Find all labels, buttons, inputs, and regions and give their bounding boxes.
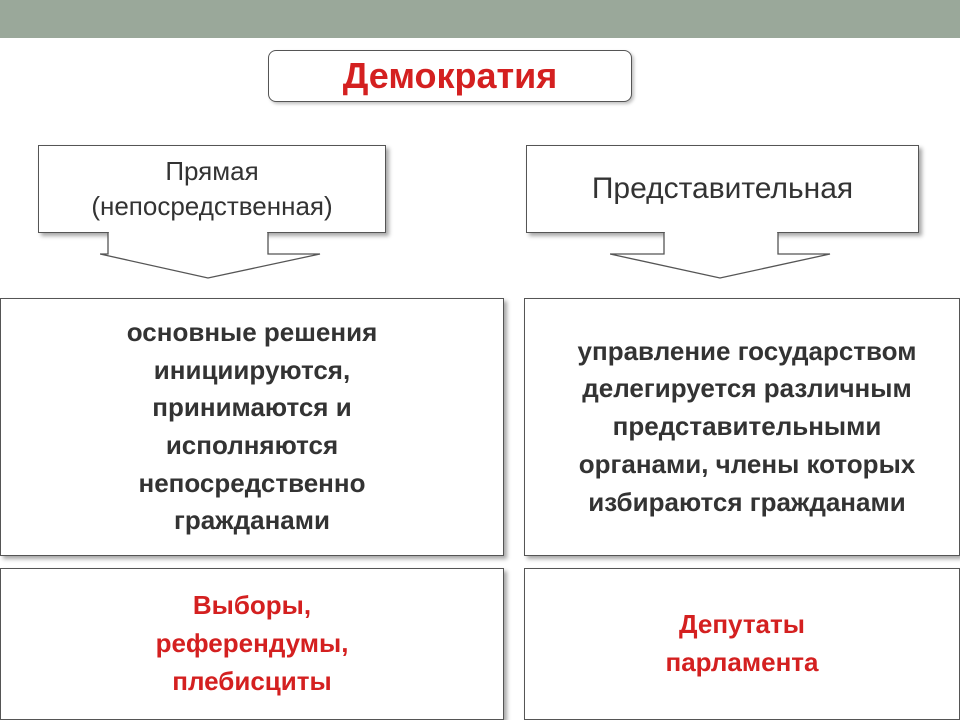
- representative-democracy-examples-box: [524, 568, 960, 720]
- representative-democracy-box: [526, 145, 919, 233]
- diagram-title: Демократия: [342, 55, 558, 96]
- direct-democracy-label: Прямая (непосредственная): [91, 155, 333, 221]
- direct-democracy-description-box: [0, 298, 504, 556]
- left-down-arrow: [100, 232, 324, 282]
- representative-democracy-label: Представительная: [591, 171, 854, 205]
- direct-democracy-examples: Выборы, референдумы, плебисциты: [155, 590, 349, 696]
- direct-democracy-description: основные решения инициируются, принимаются и исполняются непосредственно гражданами: [126, 316, 378, 536]
- direct-democracy-box: [38, 145, 386, 233]
- top-bar: [0, 0, 960, 38]
- direct-democracy-examples-box: [0, 568, 504, 720]
- representative-democracy-examples: Депутаты парламента: [665, 609, 819, 677]
- diagram-title-box: [268, 50, 632, 102]
- right-down-arrow: [610, 232, 834, 282]
- representative-democracy-description-box: [524, 298, 960, 556]
- representative-democracy-description: управление государством делегируется различным представительными органами, члены которых избираются гражданами: [577, 335, 917, 517]
